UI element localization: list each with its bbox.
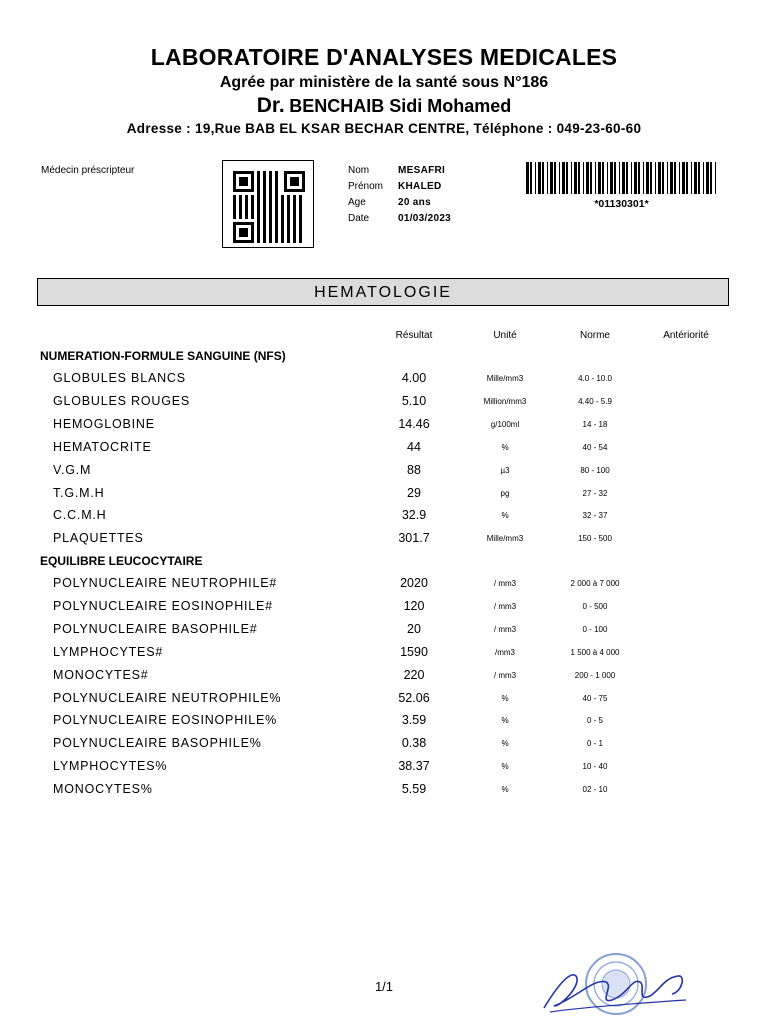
test-result: 120 [403, 598, 425, 613]
test-norm: 1 500 à 4 000 [570, 647, 620, 657]
table-row [0, 463, 768, 483]
lab-name: LABORATOIRE D'ANALYSES MEDICALES [150, 44, 618, 70]
test-unit: µ3 [500, 465, 510, 475]
test-name: POLYNUCLEAIRE NEUTROPHILE# [53, 576, 278, 590]
test-name: GLOBULES ROUGES [53, 393, 191, 408]
patient-nom-label: Nom [348, 165, 370, 176]
table-row [0, 531, 768, 551]
test-norm: 200 - 1 000 [574, 670, 616, 680]
test-name: GLOBULES BLANCS [53, 371, 186, 385]
test-unit: Million/mm3 [483, 396, 527, 406]
test-unit: /mm3 [495, 647, 515, 657]
barcode-text: *01130301* [594, 198, 649, 210]
test-result: 301.7 [398, 531, 430, 546]
qr-code-icon [233, 171, 305, 243]
table-row [0, 508, 768, 528]
test-result: 0.38 [401, 736, 427, 751]
test-name: POLYNUCLEAIRE BASOPHILE% [53, 736, 262, 751]
table-row [0, 736, 768, 756]
test-norm: 10 - 40 [582, 762, 608, 772]
test-unit: / mm3 [493, 624, 517, 634]
test-norm: 4.40 - 5.9 [578, 396, 612, 406]
table-row [0, 622, 768, 642]
group-leuco: EQUILIBRE LEUCOCYTAIRE [40, 554, 203, 568]
group-nfs: NUMERATION-FORMULE SANGUINE (NFS) [40, 349, 286, 363]
test-name: V.G.M [53, 462, 92, 477]
test-result: 4.00 [401, 371, 427, 385]
test-norm: 80 - 100 [580, 465, 610, 475]
test-unit: / mm3 [493, 579, 517, 588]
signature-stamp [536, 948, 696, 1022]
test-name: POLYNUCLEAIRE BASOPHILE# [53, 621, 258, 636]
address-line: Adresse : 19,Rue BAB EL KSAR BECHAR CENTRE, Téléphone : 049-23-60-60 [126, 121, 642, 136]
table-row [0, 371, 768, 391]
agreement-line: Agrée par ministère de la santé sous N°186 [219, 74, 549, 91]
test-unit: % [501, 762, 509, 772]
test-norm: 0 - 5 [586, 716, 603, 726]
test-name: HEMOGLOBINE [53, 416, 155, 431]
test-norm: 0 - 1 [586, 739, 603, 749]
test-name: C.C.M.H [53, 508, 107, 523]
doctor-name: BENCHAIB Sidi Mohamed [289, 96, 512, 116]
qr-code [222, 160, 314, 248]
test-norm: 0 - 500 [582, 601, 608, 611]
test-result: 5.59 [401, 782, 427, 797]
test-result: 20 [407, 621, 421, 636]
column-norm: Norme [579, 330, 610, 341]
test-result: 32.9 [401, 508, 427, 523]
table-row [0, 394, 768, 414]
column-result: Résultat [395, 330, 433, 341]
test-unit: / mm3 [493, 601, 517, 611]
table-row [0, 759, 768, 779]
test-result: 88 [407, 462, 421, 477]
test-name: LYMPHOCYTES# [53, 644, 164, 659]
test-name: PLAQUETTES [53, 531, 144, 546]
test-name: LYMPHOCYTES% [53, 759, 168, 774]
test-norm: 4.0 - 10.0 [578, 374, 612, 383]
test-unit: % [501, 739, 509, 749]
table-row [0, 668, 768, 688]
test-unit: pg [500, 488, 510, 498]
test-unit: Mille/mm3 [486, 374, 524, 383]
table-row [0, 576, 768, 596]
test-unit: % [501, 716, 509, 726]
test-unit: % [501, 442, 509, 452]
test-norm: 150 - 500 [578, 534, 612, 544]
test-name: POLYNUCLEAIRE EOSINOPHILE# [53, 598, 273, 613]
test-name: HEMATOCRITE [53, 439, 152, 454]
test-unit: Mille/mm3 [486, 534, 524, 544]
patient-date-label: Date [348, 213, 370, 224]
page-number: 1/1 [374, 979, 394, 994]
table-row [0, 486, 768, 506]
patient-age-label: Age [348, 197, 366, 208]
barcode [524, 162, 719, 194]
table-row [0, 713, 768, 733]
test-result: 5.10 [401, 393, 427, 408]
column-previous: Antériorité [663, 330, 709, 341]
section-title: HEMATOLOGIE [37, 278, 729, 306]
table-row [0, 782, 768, 802]
test-norm: 02 - 10 [582, 785, 608, 795]
doctor-prefix: Dr. [256, 94, 285, 117]
test-unit: % [501, 785, 509, 795]
test-unit: g/100ml [490, 419, 520, 429]
test-norm: 2 000 à 7 000 [570, 579, 620, 588]
test-unit: % [501, 511, 509, 521]
test-norm: 14 - 18 [582, 419, 608, 429]
test-unit: % [501, 693, 509, 703]
test-result: 220 [403, 667, 425, 682]
test-name: MONOCYTES% [53, 782, 153, 797]
table-row [0, 417, 768, 437]
test-result: 3.59 [401, 713, 427, 728]
patient-nom: MESAFRI [398, 165, 446, 176]
patient-date: 01/03/2023 [398, 213, 452, 224]
column-unit: Unité [493, 330, 517, 341]
test-norm: 27 - 32 [582, 488, 608, 498]
test-norm: 40 - 75 [582, 693, 608, 703]
test-result: 14.46 [398, 416, 430, 431]
test-norm: 0 - 100 [582, 624, 608, 634]
patient-prenom: KHALED [398, 181, 442, 192]
test-result: 29 [407, 485, 421, 500]
test-name: T.G.M.H [53, 485, 105, 500]
table-row [0, 691, 768, 711]
test-name: MONOCYTES# [53, 667, 149, 682]
test-result: 2020 [400, 576, 428, 590]
test-unit: / mm3 [493, 670, 517, 680]
patient-age: 20 ans [398, 197, 431, 208]
table-row [0, 599, 768, 619]
test-result: 52.06 [398, 690, 430, 705]
test-result: 38.37 [398, 759, 430, 774]
patient-info [348, 165, 451, 229]
test-result: 1590 [400, 644, 428, 659]
prescriber-label: Médecin préscripteur [41, 165, 135, 176]
test-name: POLYNUCLEAIRE EOSINOPHILE% [53, 713, 278, 728]
test-result: 44 [407, 439, 421, 454]
test-norm: 40 - 54 [582, 442, 608, 452]
test-name: POLYNUCLEAIRE NEUTROPHILE% [53, 690, 282, 705]
test-norm: 32 - 37 [582, 511, 608, 521]
table-row [0, 440, 768, 460]
table-row [0, 645, 768, 665]
doctor-line [0, 94, 768, 118]
patient-prenom-label: Prénom [348, 181, 384, 192]
